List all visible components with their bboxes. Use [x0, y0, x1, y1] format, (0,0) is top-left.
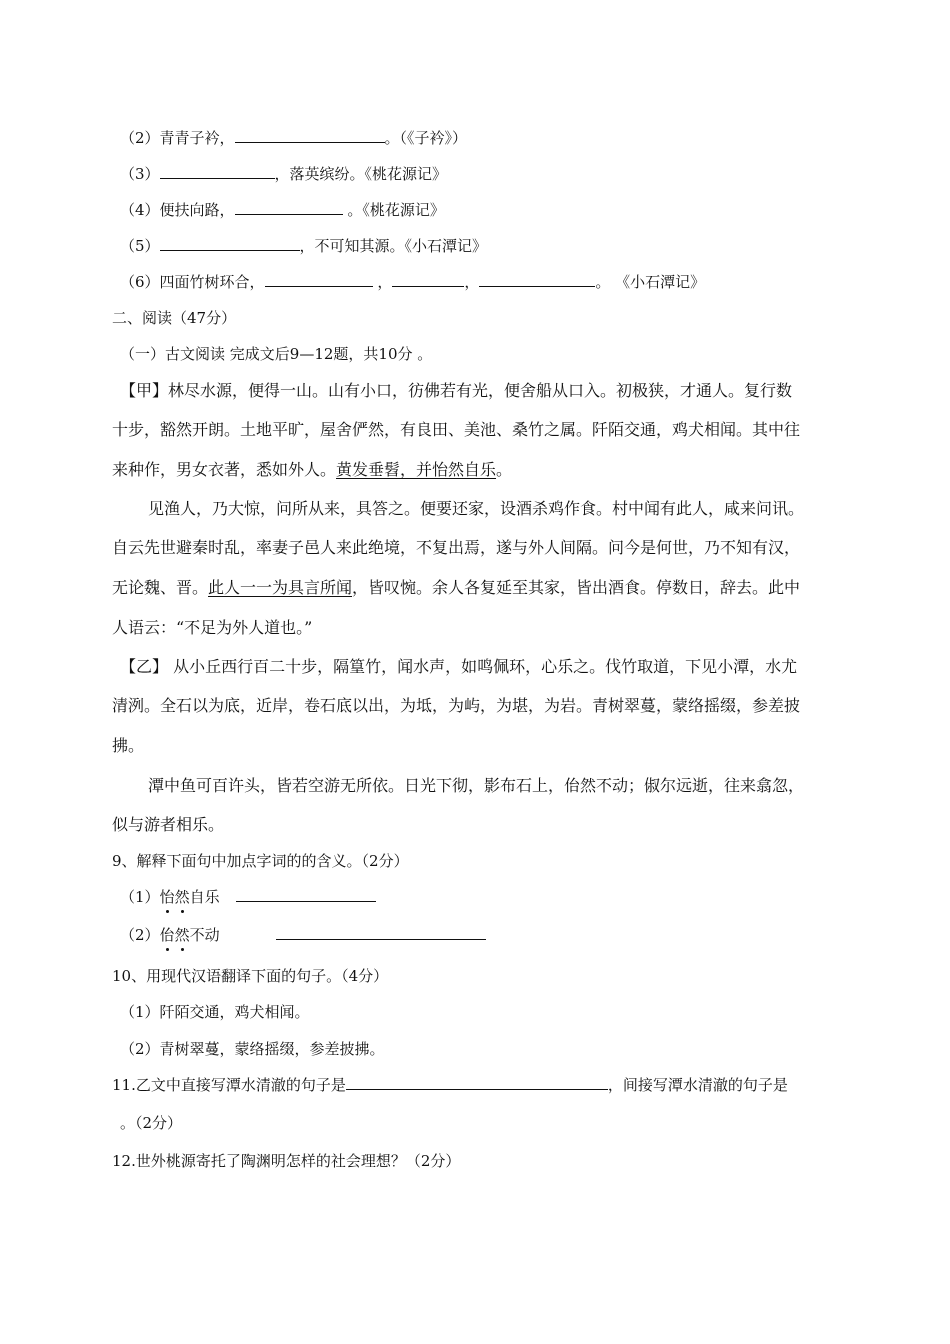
passage-yi-line-5: 似与游者相乐。 [112, 815, 225, 834]
q9-item-1-number: （1） [120, 888, 160, 906]
q3-answer-blank[interactable] [160, 164, 275, 179]
passage-yi-line-1: 【乙】 从小丘西行百二十步，隔篁竹，闻水声，如鸣佩环，心乐之。伐竹取道，下见小潭，水尤 [120, 657, 798, 676]
passage-jia-line-2: 十步，豁然开朗。土地平旷，屋舍俨然，有良田、美池、桑竹之属。阡陌交通，鸡犬相闻。其中往 [112, 420, 801, 439]
q10-item-2: （2）青树翠蔓，蒙络摇缀，参差披拂。 [120, 1040, 385, 1058]
q9-item-2-rest: 不动 [189, 926, 220, 944]
q11-blank-1[interactable] [346, 1075, 608, 1090]
passage-yi-line-4: 潭中鱼可百许头，皆若空游无所依。日光下彻，影布石上，佁然不动；俶尔远逝，往来翕忽， [148, 776, 805, 795]
q11-text-b: ，间接写潭水清澈的句子是 [607, 1076, 788, 1094]
q3-prefix: （3） [120, 165, 160, 183]
q11-line-2: 。（2分） [120, 1114, 183, 1132]
section-title: 二、阅读（47分） [112, 309, 237, 327]
q11-line-1 [112, 1075, 788, 1095]
passage-jia-line-1: 【甲】林尽水源，便得一山。山有小口，彷佛若有光，便舍船从口入。初极狭，才通人。复行数 [120, 381, 793, 400]
dotted-char: 佁 [159, 926, 175, 944]
subsection-title: （一）古文阅读 完成文后9—12题，共10分 。 [120, 345, 433, 363]
q12-title: 12.世外桃源寄托了陶渊明怎样的社会理想？（2分） [112, 1152, 461, 1170]
dotted-char: 怡 [159, 888, 175, 906]
q2-answer-blank[interactable] [235, 128, 385, 143]
q5-answer-blank[interactable] [160, 236, 300, 251]
q4-answer-blank[interactable] [235, 200, 343, 215]
dotted-char: 然 [174, 926, 190, 944]
q3-suffix: ，落英缤纷。《桃花源记》 [274, 165, 448, 183]
passage-jia-text: 无论魏、晋。 [112, 578, 209, 597]
q6-prefix: （6）四面竹树环合， [120, 273, 265, 291]
q4-suffix: 。《桃花源记》 [342, 201, 445, 219]
passage-jia-line-7: 人语云：“不足为外人道也。” [112, 618, 313, 637]
passage-jia-line-6 [112, 578, 800, 598]
q6-answer-blank-3[interactable] [479, 272, 595, 287]
q6-answer-blank-2[interactable] [392, 272, 464, 287]
fill-in-q3 [120, 164, 447, 184]
passage-yi-line-3: 拂。 [112, 736, 145, 755]
fill-in-q4 [120, 200, 445, 220]
q6-sep1: ， [372, 273, 393, 291]
q6-sep2: ， [464, 273, 480, 291]
q5-prefix: （5） [120, 237, 160, 255]
passage-jia-text: 来种作，男女衣著，悉如外人。 [112, 460, 337, 479]
dotted-char: 然 [174, 888, 190, 906]
fill-in-q6 [120, 272, 705, 292]
passage-jia-text: 。 [496, 460, 513, 479]
q9-item-2-number: （2） [120, 926, 160, 944]
fill-in-q2 [120, 128, 467, 148]
q5-suffix: ，不可知其源。《小石潭记》 [299, 237, 488, 255]
underlined-sentence-2: 此人一一为具言所闻 [208, 578, 353, 597]
passage-jia-line-5: 自云先世避秦时乱，率妻子邑人来此绝境，不复出焉，遂与外人间隔。问今是何世，乃不知有汉， [112, 538, 801, 557]
q2-prefix: （2）青青子衿， [120, 129, 235, 147]
q9-item-2-blank[interactable] [276, 925, 486, 940]
underlined-sentence-1: 黄发垂髫，并怡然自乐 [336, 460, 497, 479]
q11-text-a: 11.乙文中直接写潭水清澈的句子是 [112, 1076, 346, 1094]
q4-prefix: （4）便扶向路， [120, 201, 235, 219]
q6-suffix: 。 《小石潭记》 [595, 273, 706, 291]
passage-jia-line-3 [112, 460, 512, 480]
q9-title: 9、解释下面句中加点字词的的含义。（2分） [112, 852, 409, 870]
q2-suffix: 。（《子衿》） [384, 129, 468, 147]
q9-item-1 [120, 887, 376, 907]
fill-in-q5 [120, 236, 487, 256]
q9-item-2 [120, 925, 486, 945]
passage-yi-line-2: 清洌。全石以为底，近岸，卷石底以出，为坻，为屿，为堪，为岩。青树翠蔓，蒙络摇缀，参差披 [112, 696, 801, 715]
passage-jia-text: ，皆叹惋。余人各复延至其家，皆出酒食。停数日，辞去。此中 [352, 578, 801, 597]
q9-item-1-rest: 自乐 [189, 888, 220, 906]
q10-item-1: （1）阡陌交通，鸡犬相闻。 [120, 1003, 310, 1021]
q6-answer-blank-1[interactable] [265, 272, 373, 287]
q9-item-1-blank[interactable] [236, 887, 376, 902]
passage-jia-line-4: 见渔人，乃大惊，问所从来，具答之。便要还家，设酒杀鸡作食。村中闻有此人，咸来问讯。 [148, 499, 805, 518]
q10-title: 10、用现代汉语翻译下面的句子。（4分） [112, 967, 389, 985]
